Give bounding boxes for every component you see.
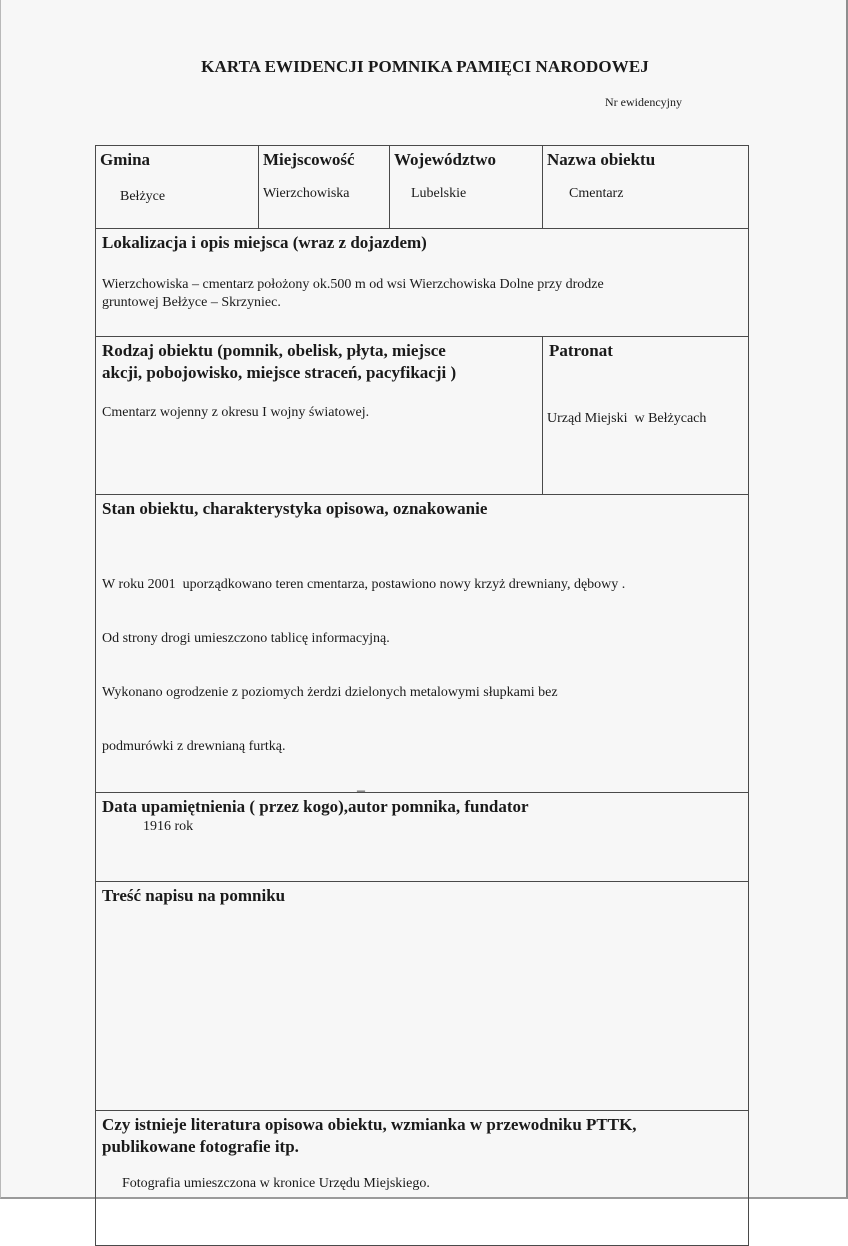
condition-line: Wykonano ogrodzenie z poziomych żerdzi dzielonych metalowymi słupkami bez: [102, 685, 558, 700]
wojewodztwo-value: Lubelskie: [411, 186, 467, 201]
literature-label-line: Czy istnieje literatura opisowa obiektu, wzmianka w przewodniku PTTK,: [102, 1115, 637, 1134]
nazwa-obiektu-cell: [543, 146, 749, 229]
gmina-label: Gmina: [100, 150, 151, 169]
document-title: KARTA EWIDENCJI POMNIKA PAMIĘCI NARODOWEJ: [201, 57, 649, 76]
wojewodztwo-cell: [390, 146, 543, 229]
patronage-cell: [543, 337, 749, 495]
miejscowosc-value: Wierzchowiska: [263, 186, 350, 201]
object-type-cell: [96, 337, 543, 495]
literature-value: Fotografia umieszczona w kronice Urzędu Miejskiego.: [122, 1176, 430, 1191]
condition-label: Stan obiektu, charakterystyka opisowa, oznakowanie: [102, 499, 488, 518]
condition-row: [96, 495, 749, 793]
miejscowosc-cell: [259, 146, 390, 229]
patronage-value: Urząd Miejski w Bełżycach: [547, 411, 707, 426]
gmina-value: Bełżyce: [120, 189, 166, 204]
inscription-row: [96, 882, 749, 1111]
condition-description: [96, 520, 748, 792]
patronage-label: Patronat: [549, 341, 613, 360]
nazwa-obiektu-value: Cmentarz: [569, 186, 624, 201]
literature-cell: [96, 1111, 749, 1246]
condition-line: podmurówki z drewnianą furtką.: [102, 739, 286, 754]
record-form-table: [95, 145, 749, 1246]
nazwa-obiektu-label: Nazwa obiektu: [547, 150, 656, 169]
location-line: Wierzchowiska – cmentarz położony ok.500 m od wsi Wierzchowiska Dolne przy drodze: [102, 277, 604, 292]
gmina-cell: [96, 146, 259, 229]
record-number-label: Nr ewidencyjny: [605, 95, 682, 109]
header-row: [96, 146, 749, 229]
literature-row: [96, 1111, 749, 1246]
inscription-value: –: [357, 782, 365, 799]
literature-label: [96, 1111, 748, 1158]
wojewodztwo-label: Województwo: [394, 150, 496, 169]
condition-line: Od strony drogi umieszczono tablicę informacyjną.: [102, 631, 390, 646]
inscription-label: Treść napisu na pomniku: [102, 886, 286, 905]
location-label: Lokalizacja i opis miejsca (wraz z dojazdem): [102, 233, 427, 252]
commemoration-value: 1916 rok: [143, 819, 194, 834]
condition-line: W roku 2001 uporządkowano teren cmentarza, postawiono nowy krzyż drewniany, dębowy .: [102, 577, 626, 592]
object-type-label-line: akcji, pobojowisko, miejsce straceń, pacyfikacji ): [102, 363, 457, 382]
commemoration-cell: [96, 793, 749, 882]
condition-cell: [96, 495, 749, 793]
inscription-cell: [96, 882, 749, 1111]
miejscowosc-label: Miejscowość: [263, 150, 355, 169]
object-type-label: [96, 337, 542, 384]
literature-label-line: publikowane fotografie itp.: [102, 1137, 299, 1156]
commemoration-row: [96, 793, 749, 882]
object-type-row: [96, 337, 749, 495]
object-type-label-line: Rodzaj obiektu (pomnik, obelisk, płyta, miejsce: [102, 341, 446, 360]
location-description: [96, 254, 748, 312]
commemoration-label: Data upamiętnienia ( przez kogo),autor pomnika, fundator: [102, 797, 529, 816]
location-cell: [96, 229, 749, 337]
location-row: [96, 229, 749, 337]
object-type-value: Cmentarz wojenny z okresu I wojny światowej.: [102, 405, 370, 420]
location-line: gruntowej Bełżyce – Skrzyniec.: [102, 295, 281, 310]
